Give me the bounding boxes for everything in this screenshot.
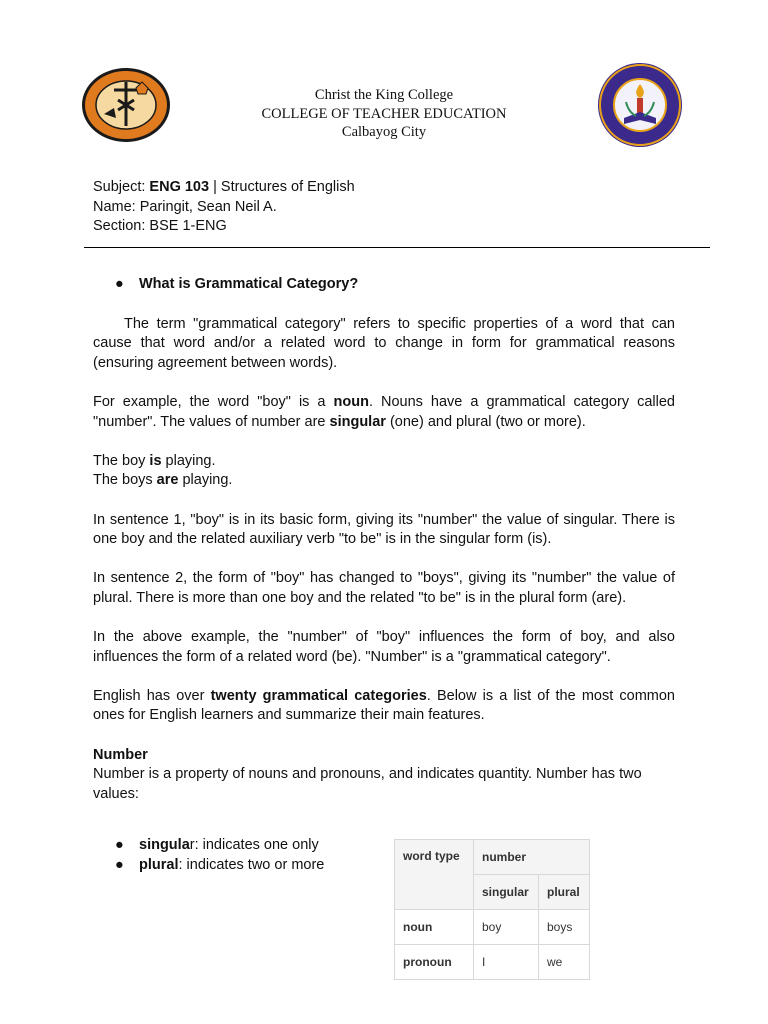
number-values-list bbox=[93, 835, 324, 875]
example-sentence-2: The boys are playing. bbox=[93, 472, 233, 489]
bullet-icon: ● bbox=[115, 857, 124, 873]
header-plural: plural bbox=[539, 875, 590, 910]
paragraph-influence: In the above example, the "number" of "boy" influences the form of boy, and also influences the form of a related word (be). "Number" is a "grammatical category". bbox=[93, 629, 675, 665]
subject-line: Subject: ENG 103 | Structures of English bbox=[93, 179, 355, 195]
header-divider bbox=[84, 247, 710, 248]
paragraph-definition: The term "grammatical category" refers to specific properties of a word that can cause that word and/or a related word to change in form for grammatical reasons (ensuring agreement between words). bbox=[93, 315, 675, 371]
document-body bbox=[93, 275, 675, 804]
bullet-icon: ● bbox=[115, 837, 124, 853]
number-table bbox=[394, 839, 590, 980]
list-item: ● plural: indicates two or more bbox=[115, 857, 325, 873]
header-singular: singular bbox=[474, 875, 539, 910]
paragraph-categories: English has over twenty grammatical categories. Below is a list of the most common ones for English learners and summarize their main features. bbox=[93, 687, 676, 724]
bullet-icon: ● bbox=[115, 276, 124, 292]
number-heading: Number bbox=[93, 746, 148, 763]
example-sentence-1: The boy is playing. bbox=[93, 452, 216, 469]
question-heading: ● What is Grammatical Category? bbox=[93, 275, 675, 295]
department-name: COLLEGE OF TEACHER EDUCATION bbox=[261, 105, 507, 122]
paragraph-example: For example, the word "boy" is a noun. Nouns have a grammatical category called "number". The values of number are singular (one) and plural (two or more). bbox=[93, 393, 675, 430]
college-name: Christ the King College bbox=[314, 87, 454, 103]
table-row: pronoun I we bbox=[395, 945, 590, 980]
section-line: Section: BSE 1-ENG bbox=[93, 218, 227, 234]
college-header bbox=[0, 86, 768, 142]
list-item: ● singular: indicates one only bbox=[115, 837, 319, 853]
student-info bbox=[93, 178, 355, 237]
header-word-type: word type bbox=[395, 840, 474, 910]
name-line: Name: Paringit, Sean Neil A. bbox=[93, 198, 277, 215]
city-name: Calbayog City bbox=[341, 124, 427, 140]
paragraph-sentence-1: In sentence 1, "boy" is in its basic form, giving its "number" the value of singular. There is one boy and the related auxiliary verb "to be" is in the singular form (is). bbox=[93, 511, 675, 548]
header-number: number bbox=[474, 840, 590, 875]
paragraph-sentence-2: In sentence 2, the form of "boy" has changed to "boys", giving its "number" the value of plural. There is more than one boy and the related "to be" is in the plural form (are). bbox=[93, 570, 675, 606]
number-description: Number is a property of nouns and pronouns, and indicates quantity. Number has two values: bbox=[93, 766, 642, 802]
subject-code: ENG 103 bbox=[149, 179, 210, 195]
table-row: noun boy boys bbox=[395, 910, 590, 945]
